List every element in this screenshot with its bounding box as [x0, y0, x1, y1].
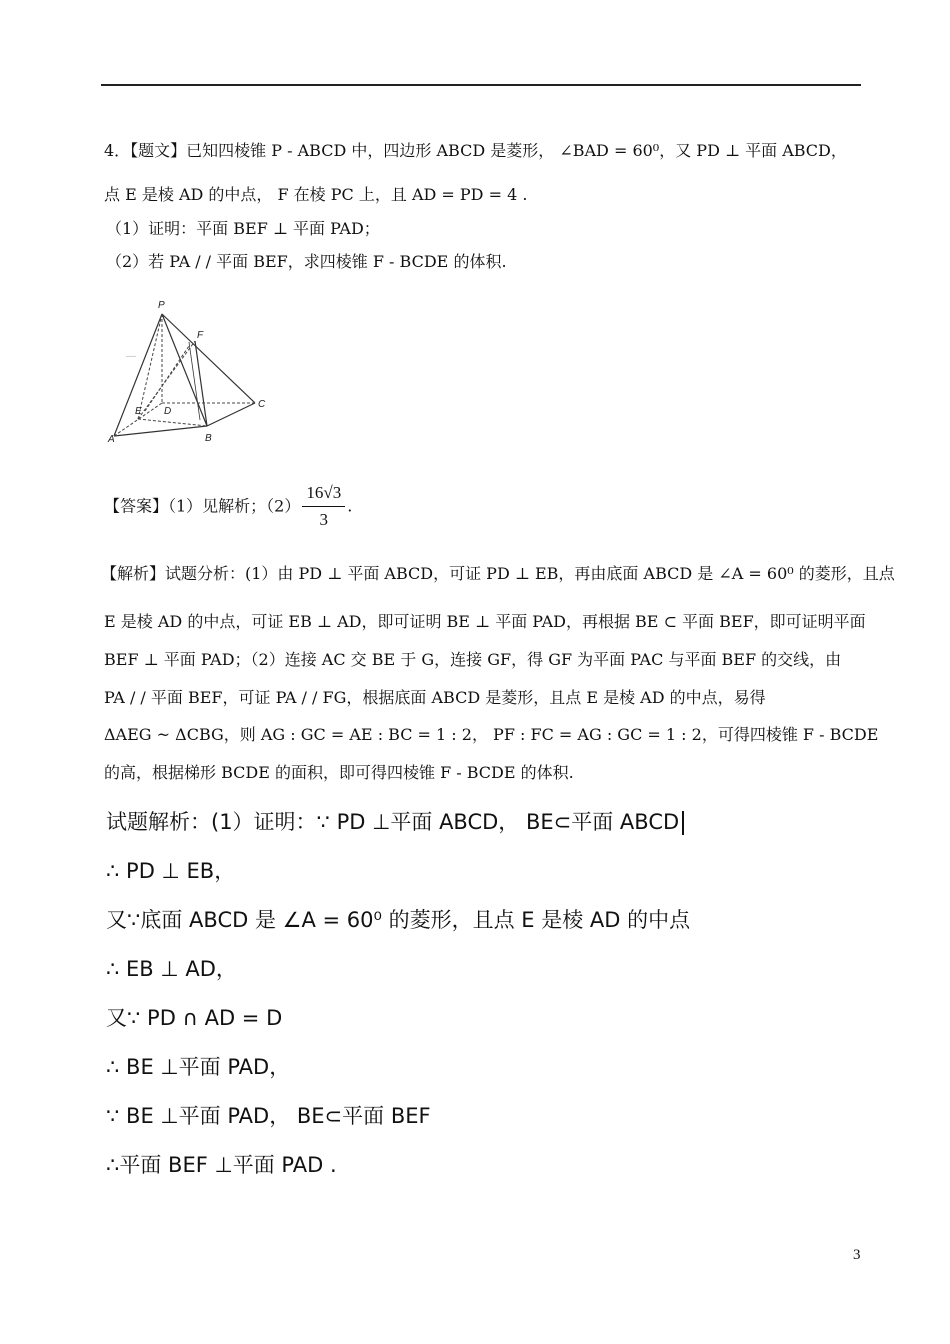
solution-line-2: ∴ PD ⊥ EB， — [106, 859, 236, 883]
solution-line-8: ∴平面 BEF ⊥平面 PAD . — [106, 1153, 337, 1177]
solution-line-4: ∴ EB ⊥ AD， — [106, 957, 237, 981]
solution-line-5: 又∵ PD ∩ AD = D — [106, 1006, 283, 1030]
edge-BC — [207, 403, 255, 426]
analysis-line-5: ΔAEG ~ ΔCBG，则 AG : GC = AE : BC = 1 : 2， PF : FC = AG : GC = 1 : 2，可得四棱锥 F - BCDE — [104, 725, 879, 744]
analysis-line-2: E 是棱 AD 的中点，可证 EB ⊥ AD，即可证明 BE ⊥ 平面 PAD，再根据 BE ⊂ 平面 BEF，即可证明平面 — [104, 612, 866, 631]
analysis-line-3: BEF ⊥ 平面 PAD；（2）连接 AC 交 BE 于 G，连接 GF，得 GF 为平面 PAC 与平面 BEF 的交线，由 — [104, 650, 842, 669]
text-cursor — [682, 811, 684, 835]
edge-FB — [195, 341, 207, 426]
label-C: C — [258, 399, 266, 410]
question-part-1: （1）证明：平面 BEF ⊥ 平面 PAD； — [106, 219, 380, 238]
label-dash: — — [126, 351, 136, 362]
header-rule — [101, 84, 861, 86]
page-number: 3 — [853, 1247, 861, 1263]
pyramid-figure — [100, 296, 275, 451]
question-line-2: 点 E 是棱 AD 的中点， F 在棱 PC 上，且 AD = PD = 4 . — [104, 185, 528, 204]
edge-PC — [162, 314, 255, 403]
edge-EB — [138, 419, 207, 426]
solution-line-7: ∵ BE ⊥平面 PAD， BE⊂平面 BEF — [106, 1104, 431, 1128]
edge-AB — [114, 426, 207, 436]
answer-numerator: 16√3 — [302, 482, 345, 507]
label-B: B — [205, 433, 212, 444]
solution-line-1-text: 试题解析：(1）证明：∵ PD ⊥平面 ABCD， BE⊂平面 ABCD — [106, 810, 680, 834]
solution-line-6: ∴ BE ⊥平面 PAD， — [106, 1055, 291, 1079]
edge-GF — [145, 346, 189, 411]
label-P: P — [158, 300, 165, 311]
answer-fraction — [302, 482, 345, 531]
label-A: A — [108, 434, 115, 445]
solution-line-1 — [106, 808, 684, 836]
analysis-line-1: 【解析】试题分析：(1）由 PD ⊥ 平面 ABCD，可证 PD ⊥ EB，再由底面 ABCD 是 ∠A = 60⁰ 的菱形，且点 — [101, 564, 895, 583]
label-E: E — [135, 406, 142, 417]
analysis-line-4: PA / / 平面 BEF，可证 PA / / FG，根据底面 ABCD 是菱形，且点 E 是棱 AD 的中点，易得 — [104, 688, 766, 707]
answer-suffix: . — [347, 496, 353, 516]
answer-prefix: 【答案】（1）见解析；（2） — [104, 496, 301, 516]
label-F: F — [197, 330, 204, 341]
answer-line — [104, 482, 352, 531]
analysis-line-6: 的高，根据梯形 BCDE 的面积，即可得四棱锥 F - BCDE 的体积. — [104, 763, 574, 782]
question-line-1: 4．【题文】已知四棱锥 P - ABCD 中，四边形 ABCD 是菱形， ∠BAD = 60⁰，又 PD ⊥ 平面 ABCD， — [104, 141, 847, 160]
edge-FB-shadow — [189, 342, 200, 420]
solution-line-3: 又∵底面 ABCD 是 ∠A = 60⁰ 的菱形，且点 E 是棱 AD 的中点 — [106, 908, 691, 932]
label-D: D — [164, 406, 172, 417]
question-part-2: （2）若 PA / / 平面 BEF，求四棱锥 F - BCDE 的体积. — [106, 252, 507, 271]
answer-denominator: 3 — [319, 510, 329, 529]
